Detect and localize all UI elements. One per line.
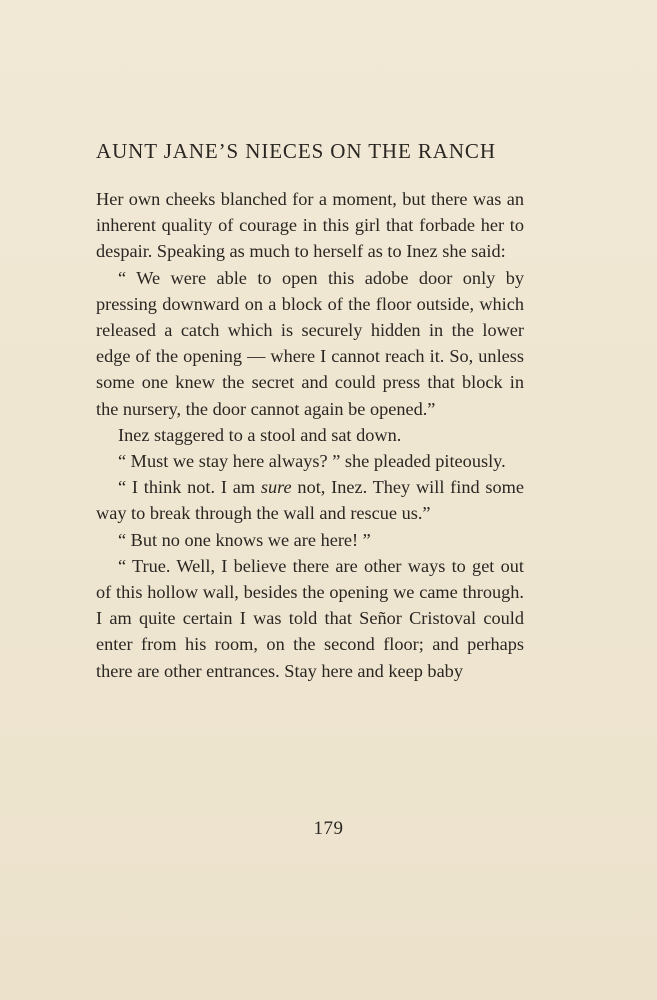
paragraph: Inez staggered to a stool and sat down. (118, 424, 402, 445)
running-head: AUNT JANE’S NIECES ON THE RANCH (96, 139, 496, 163)
paragraph-text: not, Inez. They will find some way to break through the wall and rescue us.” (96, 477, 524, 524)
paragraph: “ Must we stay here always? ” she pleaded piteously. (118, 451, 506, 472)
page-number: 179 (313, 818, 344, 839)
paragraph: “ True. Well, I believe there are other ways to get out of this hollow wall, besides the opening we came through. I am quite certain I was told that Señor Cristoval could enter from his room, on the second floor; and perhaps there are other entrances. Stay here and keep baby (96, 555, 524, 681)
emphasized-word: sure (260, 477, 292, 498)
paragraph: “ But no one knows we are here! ” (118, 529, 371, 550)
paragraph-text: “ I think not. I am (118, 477, 261, 498)
paragraph: “ We were able to open this adobe door only by pressing downward on a block of the floor outside, which released a catch which is securely hidden in the lower edge of the opening — where I cannot reach it. So, unless some one knew the secret and could press that block in the nursery, the door cannot again be opened.” (96, 267, 524, 419)
paragraph (96, 474, 524, 526)
body-text (96, 186, 524, 684)
paragraph: Her own cheeks blanched for a moment, but there was an inherent quality of courage in this girl that forbade her to despair. Speaking as much to herself as to Inez she said: (96, 189, 524, 262)
